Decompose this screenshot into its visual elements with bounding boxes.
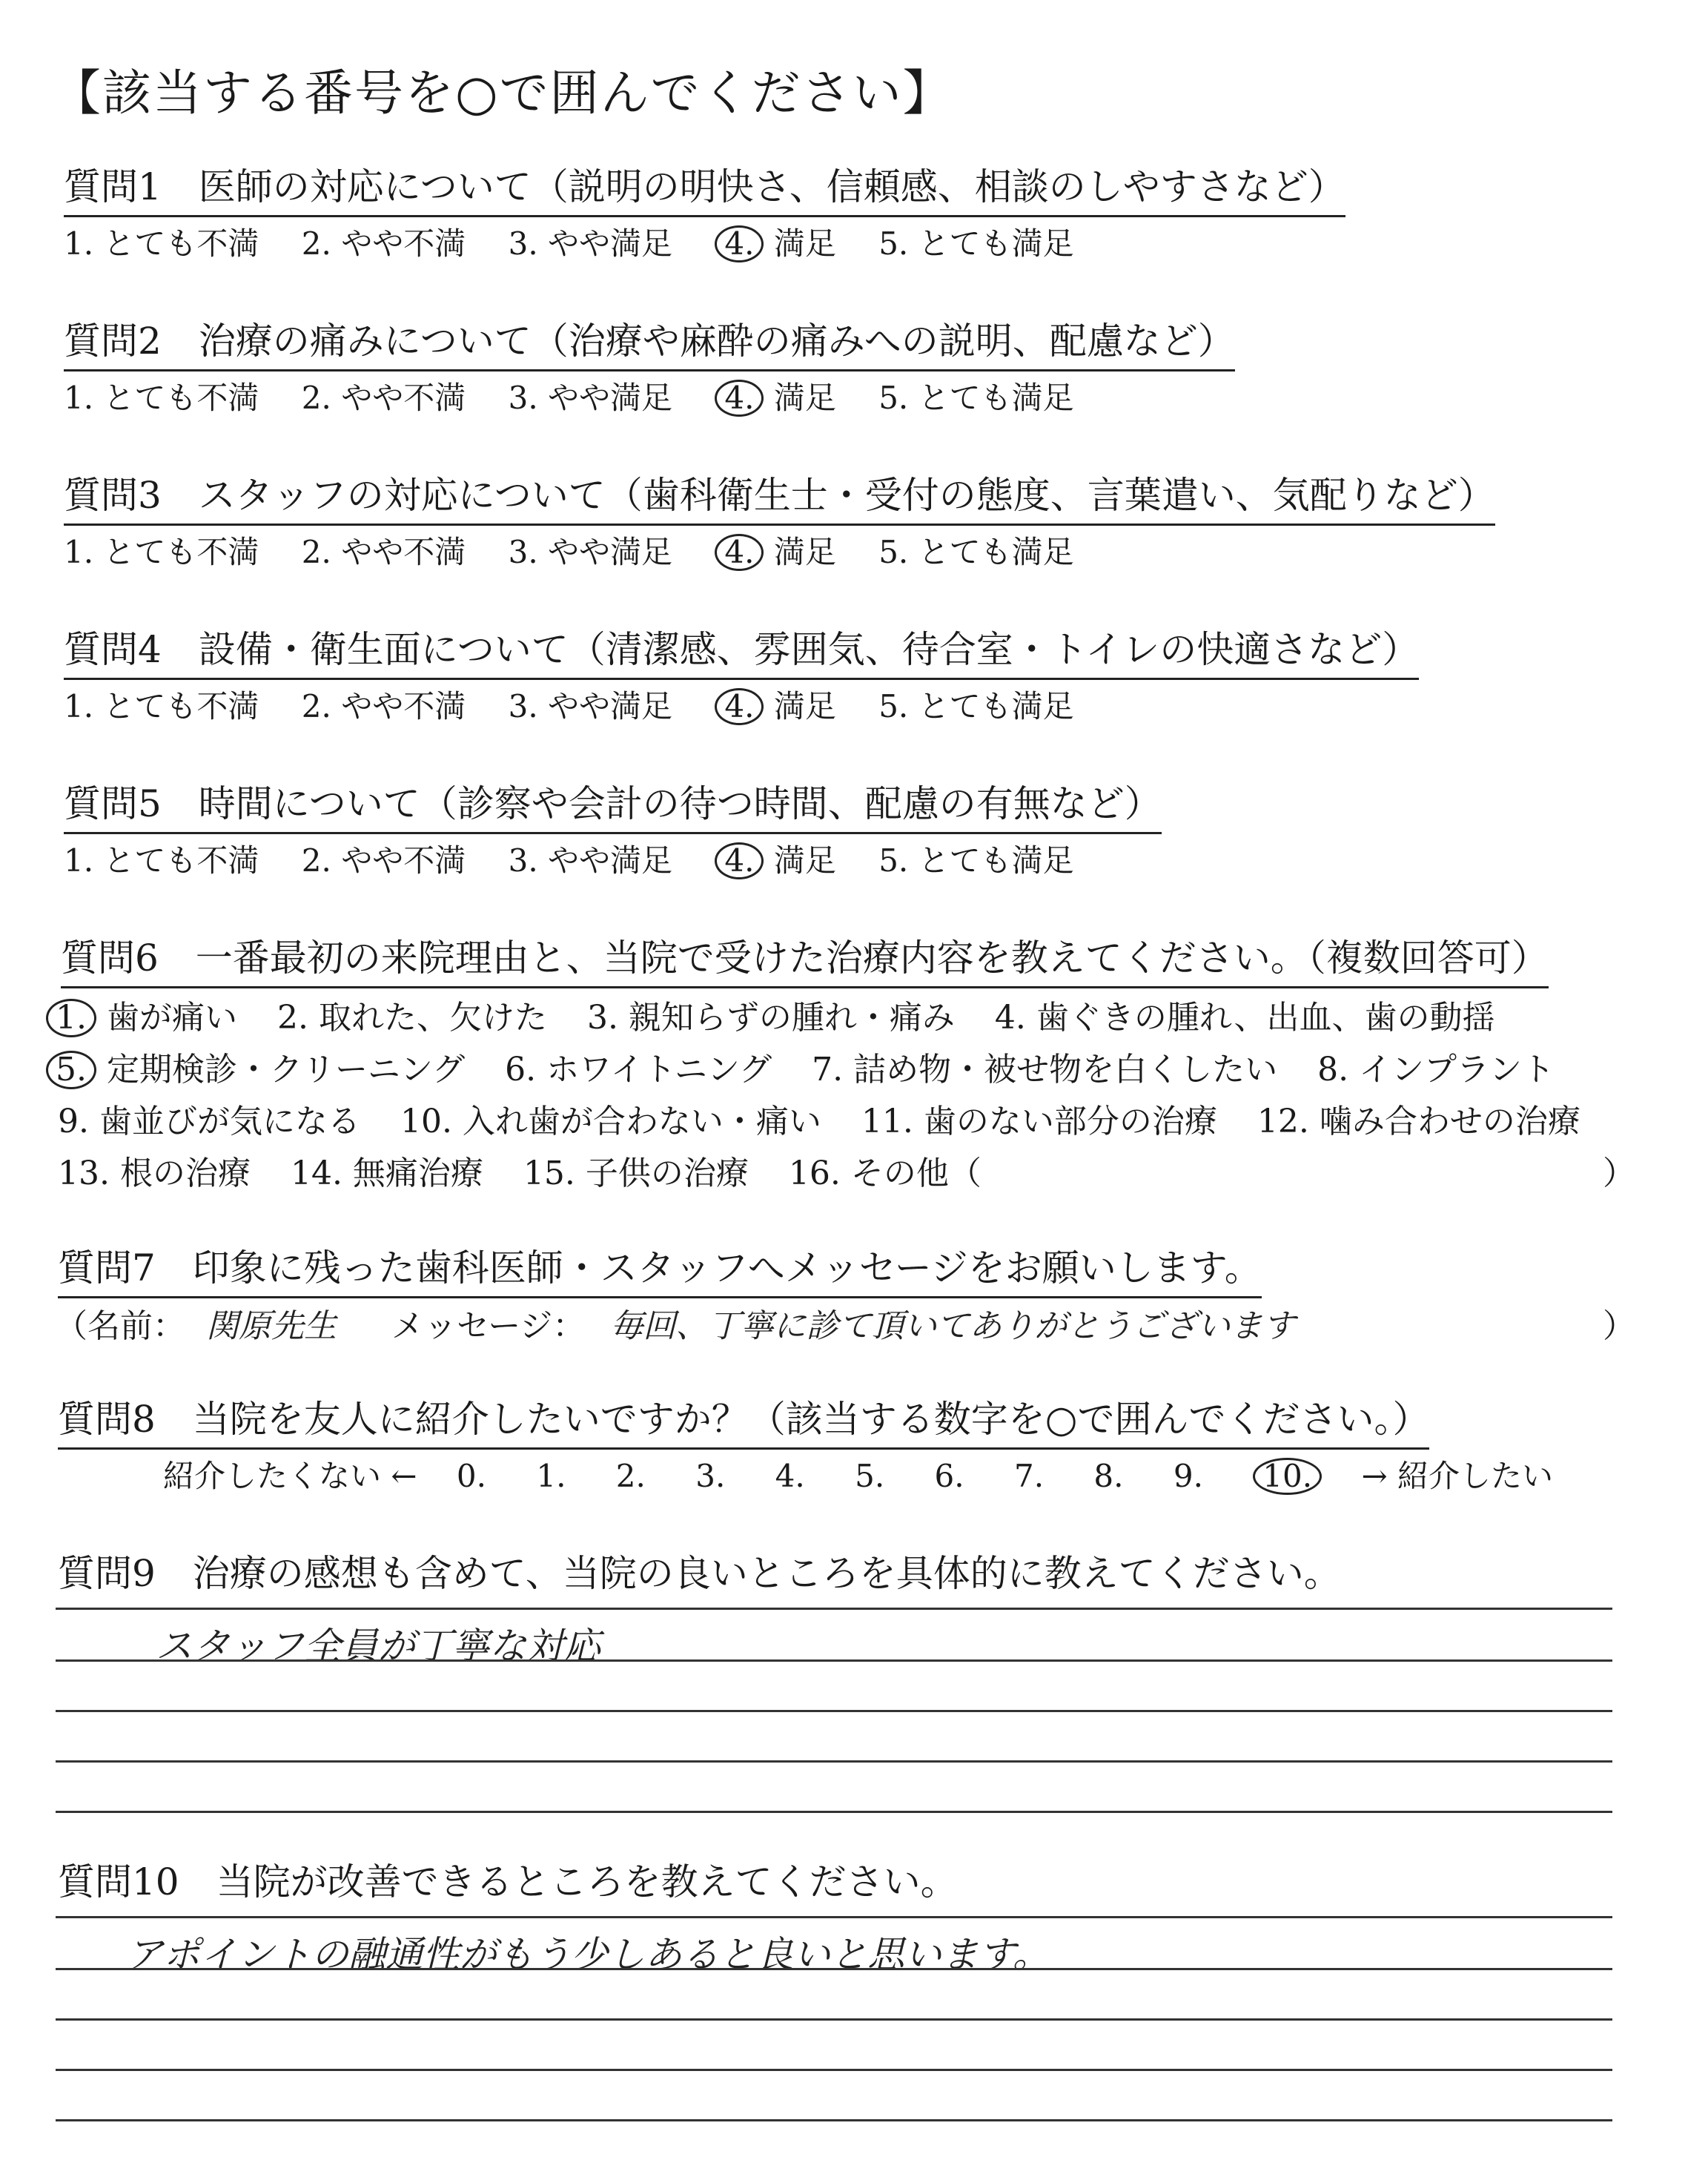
question-8-scale — [163, 1452, 1553, 1496]
question-6-row-1 — [46, 991, 1525, 1038]
question-6-row-4 — [58, 1146, 1011, 1194]
circle-mark: 4. — [715, 688, 764, 725]
question-7-answer-row — [55, 1299, 1295, 1347]
option-5[interactable]: 5. とても満足 — [878, 225, 1074, 262]
option-4-selected[interactable]: 4. 満足 — [715, 374, 835, 418]
circle-mark: 4. — [715, 225, 764, 262]
scale-8[interactable]: 8. — [1093, 1458, 1124, 1494]
option-3[interactable]: 3. やや満足 — [508, 225, 673, 262]
answer-line — [56, 1608, 1612, 1610]
choice-8[interactable]: 8. インプラント — [1317, 1051, 1555, 1089]
scale-3[interactable]: 3. — [695, 1458, 726, 1494]
option-1[interactable]: 1. とても不満 — [64, 842, 259, 879]
option-5[interactable]: 5. とても満足 — [878, 842, 1074, 879]
name-label: （名前： — [55, 1307, 185, 1345]
choice-5-selected[interactable]: 5. 定期検診・クリーニング — [46, 1043, 465, 1090]
circle-mark: 4. — [715, 380, 764, 417]
question-2-options — [64, 374, 1107, 418]
question-7-heading: 質問7 印象に残った歯科医師・スタッフへメッセージをお願いします。 — [58, 1238, 1262, 1298]
circle-mark: 4. — [715, 842, 764, 879]
choice-13[interactable]: 13. 根の治療 — [58, 1155, 251, 1192]
choice-6[interactable]: 6. ホワイトニング — [505, 1051, 772, 1089]
scale-7[interactable]: 7. — [1013, 1458, 1045, 1494]
answer-line — [56, 2018, 1612, 2021]
circle-mark: 10. — [1253, 1458, 1322, 1495]
question-6-heading: 質問6 一番最初の来院理由と、当院で受けた治療内容を教えてください。（複数回答可） — [61, 928, 1549, 988]
choice-14[interactable]: 14. 無痛治療 — [290, 1155, 483, 1192]
circle-mark: 1. — [46, 999, 96, 1037]
question-8-heading: 質問8 当院を友人に紹介したいですか？（該当する数字を○で囲んでください。） — [58, 1390, 1429, 1450]
option-1[interactable]: 1. とても不満 — [64, 225, 259, 262]
question-3-options — [64, 528, 1107, 572]
question-3-heading: 質問3 スタッフの対応について（歯科衛生士・受付の態度、言葉遣い、気配りなど） — [64, 466, 1495, 526]
form-title: 【該当する番号を○で囲んでください】 — [52, 65, 953, 122]
choice-11[interactable]: 11. 歯のない部分の治療 — [861, 1103, 1217, 1140]
question-2-heading: 質問2 治療の痛みについて（治療や麻酔の痛みへの説明、配慮など） — [64, 311, 1235, 371]
option-1[interactable]: 1. とても不満 — [64, 534, 259, 570]
option-3[interactable]: 3. やや満足 — [508, 534, 673, 570]
question-6-row-3 — [58, 1094, 1610, 1142]
question-10-heading: 質問10 当院が改善できるところを教えてください。 — [58, 1860, 958, 1903]
message-label: メッセージ： — [391, 1307, 586, 1345]
choice-1-selected[interactable]: 1. 歯が痛い — [46, 991, 237, 1038]
choice-7[interactable]: 7. 詰め物・被せ物を白くしたい — [812, 1051, 1278, 1089]
scale-9[interactable]: 9. — [1173, 1458, 1203, 1494]
answer-line — [56, 1710, 1612, 1712]
choice-10[interactable]: 10. 入れ歯が合わない・痛い — [400, 1103, 821, 1140]
circle-mark: 4. — [715, 534, 764, 571]
question-9-heading: 質問9 治療の感想も含めて、当院の良いところを具体的に教えてください。 — [58, 1552, 1341, 1595]
option-2[interactable]: 2. やや不満 — [301, 380, 466, 416]
option-3[interactable]: 3. やや満足 — [508, 688, 673, 724]
other-close-paren: ） — [1603, 1155, 1635, 1192]
message-value[interactable]: 毎回、丁寧に診て頂いてありがとうございます — [610, 1307, 1296, 1345]
answer-line — [56, 1811, 1612, 1813]
answer-line — [56, 1760, 1612, 1763]
option-4-selected[interactable]: 4. 満足 — [715, 528, 835, 572]
question-1-options — [64, 219, 1107, 264]
name-value[interactable]: 関原先生 — [206, 1307, 337, 1345]
scale-right-label: → 紹介したい — [1361, 1458, 1553, 1494]
question-5-options — [64, 836, 1107, 881]
choice-3[interactable]: 3. 親知らずの腫れ・痛み — [586, 999, 955, 1037]
option-3[interactable]: 3. やや満足 — [508, 842, 673, 879]
choice-2[interactable]: 2. 取れた、欠けた — [277, 999, 547, 1037]
option-3[interactable]: 3. やや満足 — [508, 380, 673, 416]
answer-line — [56, 2069, 1612, 2071]
option-5[interactable]: 5. とても満足 — [878, 380, 1074, 416]
option-5[interactable]: 5. とても満足 — [878, 534, 1074, 570]
choice-12[interactable]: 12. 噛み合わせの治療 — [1257, 1103, 1580, 1140]
scale-1[interactable]: 1. — [536, 1458, 566, 1494]
choice-4[interactable]: 4. 歯ぐきの腫れ、出血、歯の動揺 — [994, 999, 1495, 1037]
question-6-row-2 — [46, 1043, 1584, 1090]
message-close-paren: ） — [1603, 1307, 1635, 1345]
question-9-answer[interactable]: スタッフ全員が丁寧な対応 — [156, 1625, 600, 1668]
option-1[interactable]: 1. とても不満 — [64, 380, 259, 416]
answer-line — [56, 2119, 1612, 2121]
answer-line — [56, 1916, 1612, 1918]
scale-6[interactable]: 6. — [934, 1458, 964, 1494]
choice-16[interactable]: 16. その他（ — [788, 1155, 982, 1192]
question-1-heading: 質問1 医師の対応について（説明の明快さ、信頼感、相談のしやすさなど） — [64, 157, 1345, 217]
option-2[interactable]: 2. やや不満 — [301, 842, 466, 879]
option-5[interactable]: 5. とても満足 — [878, 688, 1074, 724]
scale-left-label: 紹介したくない ← — [163, 1458, 417, 1494]
scale-5[interactable]: 5. — [855, 1458, 885, 1494]
scale-2[interactable]: 2. — [615, 1458, 646, 1494]
option-1[interactable]: 1. とても不満 — [64, 688, 259, 724]
option-4-selected[interactable]: 4. 満足 — [715, 836, 835, 881]
option-2[interactable]: 2. やや不満 — [301, 534, 466, 570]
scale-4[interactable]: 4. — [775, 1458, 805, 1494]
option-2[interactable]: 2. やや不満 — [301, 688, 466, 724]
question-4-heading: 質問4 設備・衛生面について（清潔感、雰囲気、待合室・トイレの快適さなど） — [64, 620, 1419, 680]
choice-9[interactable]: 9. 歯並びが気になる — [58, 1103, 360, 1140]
question-4-options — [64, 682, 1107, 727]
scale-0[interactable]: 0. — [456, 1458, 486, 1494]
question-5-heading: 質問5 時間について（診察や会計の待つ時間、配慮の有無など） — [64, 774, 1162, 834]
question-10-answer[interactable]: アポイントの融通性がもう少しあると良いと思います。 — [126, 1933, 1050, 1976]
option-4-selected[interactable]: 4. 満足 — [715, 219, 835, 264]
answer-line — [56, 1659, 1612, 1662]
scale-10-selected[interactable] — [1253, 1458, 1322, 1495]
circle-mark: 5. — [46, 1051, 96, 1089]
option-2[interactable]: 2. やや不満 — [301, 225, 466, 262]
choice-15[interactable]: 15. 子供の治療 — [523, 1155, 749, 1192]
answer-line — [56, 1968, 1612, 1970]
option-4-selected[interactable]: 4. 満足 — [715, 682, 835, 727]
